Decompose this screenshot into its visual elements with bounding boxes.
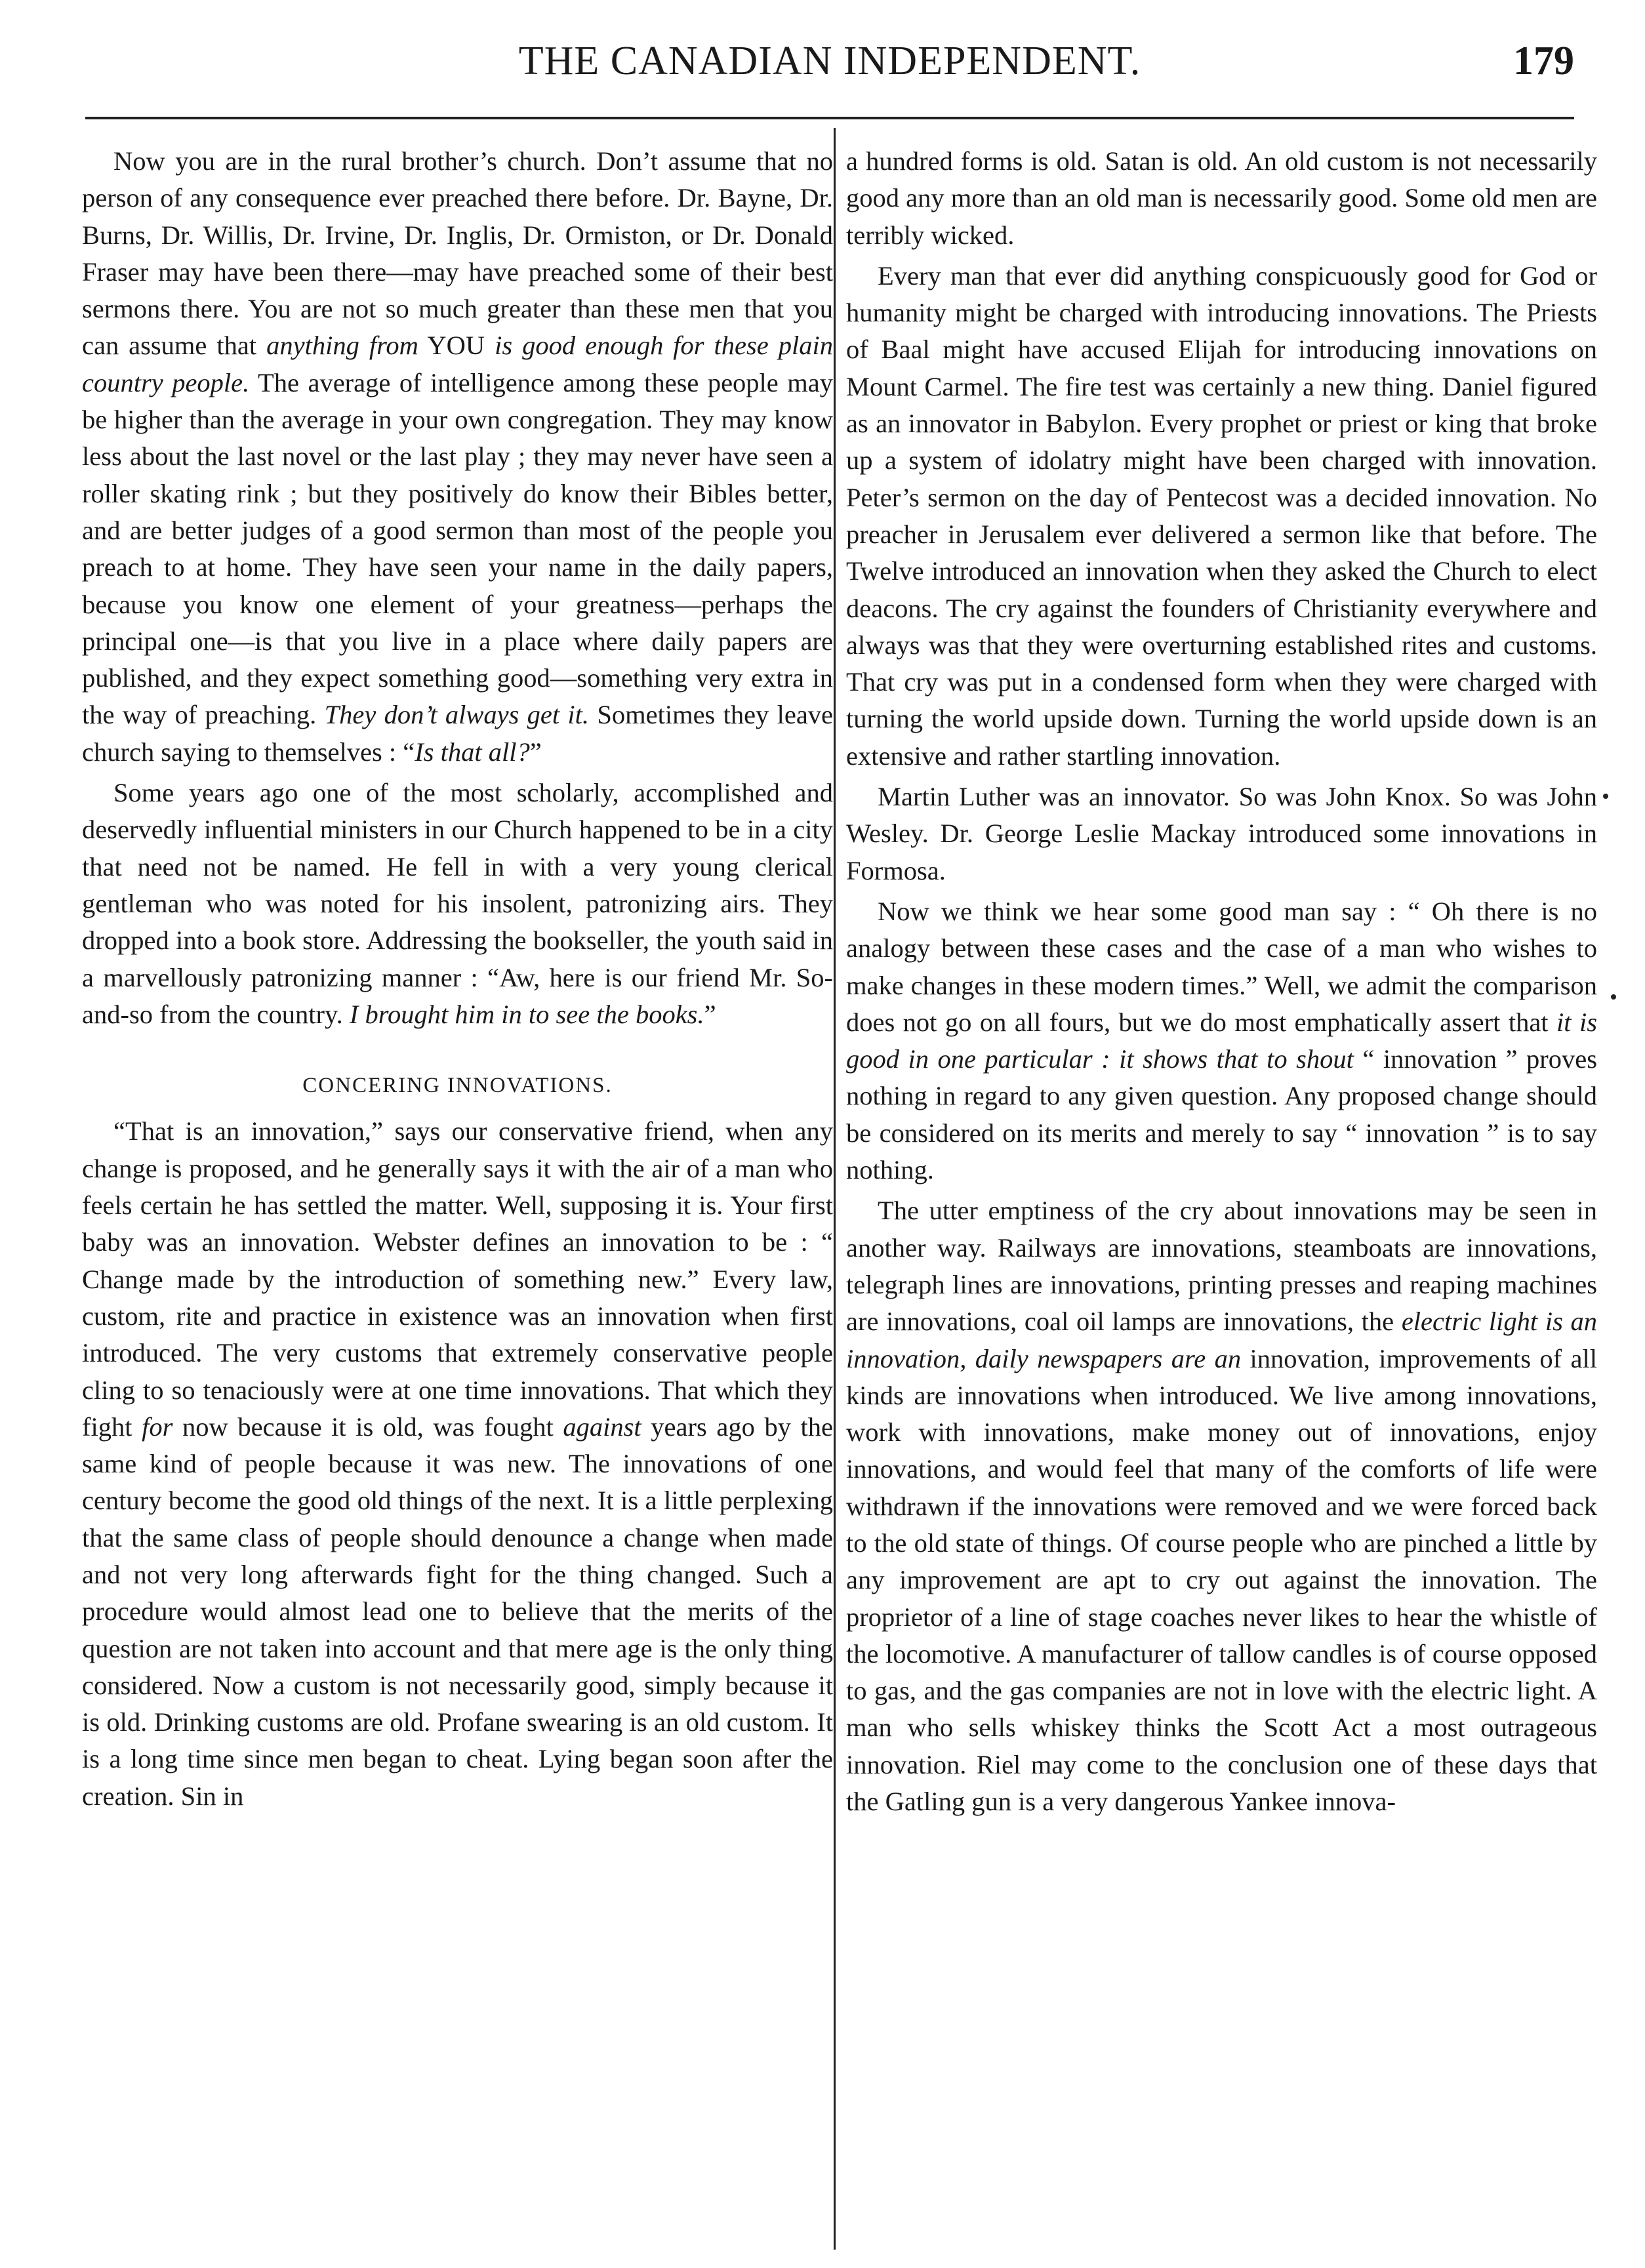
page-header — [85, 26, 1574, 98]
publication-title: THE CANADIAN INDEPENDENT. — [518, 39, 1141, 83]
header-rule — [85, 117, 1574, 119]
column-divider — [834, 128, 836, 2250]
paragraph-conspicuous-good: Every man that ever did anything conspicuously good for God or humanity might be charged with introducing innovations. The Priests of Baal might have accused Elijah for introducing innovations on Mount Carmel. The fire test was certainly a new thing. Daniel figured as an innovator in Babylon. Every prophet or priest or king that broke up a system of idolatry might have been charged with innovation. Peter’s sermon on the day of Pentecost was a decided innovation. No preacher in Jerusalem ever delivered a sermon like that before. The Twelve introduced an innovation when they asked the Church to elect deacons. The cry against the founders of Christianity everywhere and always was that they were overturning established rites and customs. That cry was put in a condensed form when they were charged with turning the world upside down. Turning the world upside down is an extensive and rather startling innovation. — [846, 260, 1597, 771]
paragraph-innovation-definition: “That is an innovation,” says our conservative friend, when any change is proposed, and he generally says it with the air of a man who feels certain he has settled the matter. Well, supposing it is. Your first baby was an innovation. Webster defines an innovation to be : “ Change made by the introduction of something new.” Every law, custom, rite and practice in existence was an innovation when first introduced. The very customs that extremely conservative people cling to so tenaciously were at one time innovations. That which they fight for now because it is old, was fought against years ago by the same kind of people because it was new. The innovations of one century become the good old things of the next. It is a little perplexing that the same class of people should denounce a change when made and not very long afterwards fight for the thing changed. Such a procedure would almost lead one to believe that the merits of the question are not taken into account and that mere age is the only thing considered. Now a custom is not necessarily good, simply because it is old. Drinking customs are old. Profane swearing is an old custom. It is a long time since men began to cheat. Lying began soon after the creation. Sin in — [82, 1116, 834, 1811]
page-number: 179 — [1513, 39, 1574, 83]
paragraph-innovators: Martin Luther was an innovator. So was John Knox. So was John Wesley. Dr. George Leslie Mackay introduced some innovations in Formosa. — [846, 782, 1597, 885]
section-heading: CONCERING INNOVATIONS. — [302, 1074, 613, 1098]
right-column — [846, 143, 1597, 1824]
paragraph-continuation: a hundred forms is old. Satan is old. An old custom is not necessarily good any more than an old man is necessarily good. Some old men are terribly wicked. — [846, 146, 1597, 250]
paragraph-analogy: Now we think we hear some good man say : “ Oh there is no analogy between these cases and the case of a man who wishes to make changes in these modern times.” Well, we admit the comparison does not go on all fours, but we do most emphatically assert that it is good in one particular : it shows that to shout “ innovation ” proves nothing in regard to any given question. Any proposed change should be considered on its merits and merely to say “ innovation ” is to say nothing. — [846, 896, 1597, 1185]
left-column — [82, 143, 833, 1819]
paragraph-scholarly-minister: Some years ago one of the most scholarly, accomplished and deservedly influential ministers in our Church happened to be in a city that need not be named. He fell in with a very young clerical gentleman who was noted for his insolent, patronizing airs. They dropped into a book store. Addressing the bookseller, the youth said in a marvellously patronizing manner : “Aw, here is our friend Mr. So-and-so from the country. I brought him in to see the books.” — [82, 778, 833, 1029]
margin-mark — [1611, 994, 1616, 1000]
margin-mark — [1603, 794, 1608, 799]
paragraph-rural-church: Now you are in the rural brother’s church. Don’t assume that no person of any consequence ever preached there before. Dr. Bayne, Dr. Burns, Dr. Willis, Dr. Irvine, Dr. Inglis, Dr. Ormiston, or Dr. Donald Fraser may have been there—may have preached some of their best sermons there. You are not so much greater than these men that you can assume that anything from YOU is good enough for these plain country people. The average of intelligence among these people may be higher than the average in your own congregation. They may know less about the last novel or the last play ; they may never have seen a roller skating rink ; but they positively do know their Bibles better, and are better judges of a good sermon than most of the people you preach to at home. They have seen your name in the daily papers, because you know one element of your greatness—perhaps the principal one—is that you live in a place where daily papers are published, and they expect something good—something very extra in the way of preaching. They don’t always get it. Sometimes they leave church saying to themselves : “Is that all?” — [82, 146, 834, 767]
paragraph-utter-emptiness: The utter emptiness of the cry about innovations may be seen in another way. Railways are innovations, steamboats are innovations, telegraph lines are innovations, printing presses and reaping machines are innovations, coal oil lamps are innovations, the electric light is an innovation, daily newspapers are an innovation, improvements of all kinds are innovations when introduced. We live among innovations, work with innovations, make money out of innovations, enjoy innovations, and would feel that many of the comforts of life were withdrawn if the innovations were removed and we were forced back to the old state of things. Of course people who are pinched a little by any improvement are apt to cry out against the innovation. The proprietor of a line of stage coaches never likes to hear the whistle of the locomotive. A manufacturer of tallow candles is of course opposed to gas, and the gas companies are not in love with the electric light. A man who sells whiskey thinks the Scott Act a most outrageous innovation. Riel may come to the conclusion one of these days that the Gatling gun is a very dangerous Yankee innova- — [846, 1196, 1597, 1817]
